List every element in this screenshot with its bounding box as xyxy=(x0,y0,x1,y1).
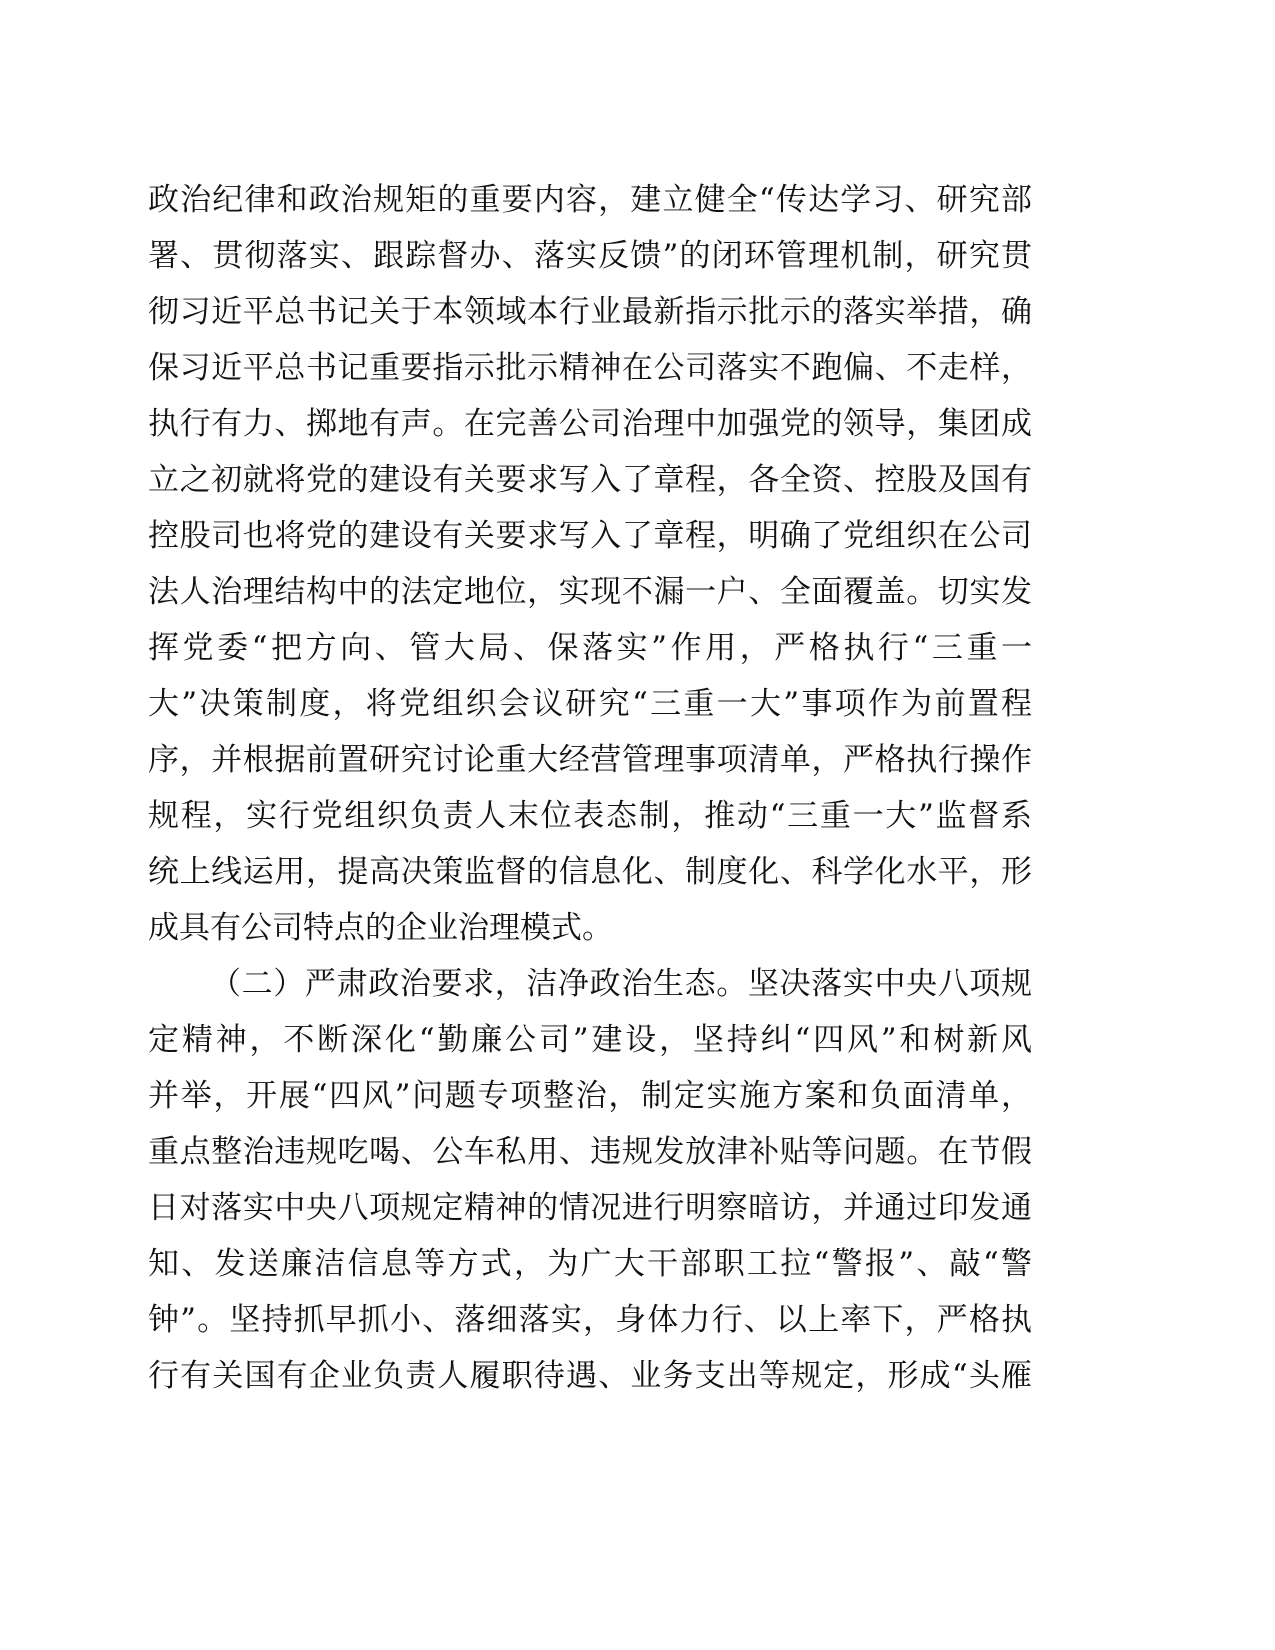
text-line: 成具有公司特点的企业治理模式。 xyxy=(148,910,613,946)
text-line: 序，并根据前置研究讨论重大经营管理事项清单，严格执行操作 xyxy=(148,742,1032,778)
text-line: 钟”。坚持抓早抓小、落细落实，身体力行、以上率下，严格执 xyxy=(148,1302,1032,1338)
text-line: 彻习近平总书记关于本领域本行业最新指示批示的落实举措，确 xyxy=(148,294,1032,330)
text-line: 署、贯彻落实、跟踪督办、落实反馈”的闭环管理机制，研究贯 xyxy=(148,238,1032,274)
text-line: 定精神，不断深化“勤廉公司”建设，坚持纠“四风”和树新风 xyxy=(148,1022,1032,1058)
section-heading: （二）严肃政治要求，洁净政治生态。 xyxy=(210,966,748,1002)
text-line: 重点整治违规吃喝、公车私用、违规发放津补贴等问题。在节假 xyxy=(148,1134,1032,1170)
text-line: 行有关国有企业负责人履职待遇、业务支出等规定，形成“头雁 xyxy=(148,1358,1032,1394)
section-heading-line xyxy=(148,964,1032,1004)
text-line: 日对落实中央八项规定精神的情况进行明察暗访，并通过印发通 xyxy=(148,1190,1032,1226)
text-line: 法人治理结构中的法定地位，实现不漏一户、全面覆盖。切实发 xyxy=(148,574,1032,610)
text-line: 大”决策制度，将党组织会议研究“三重一大”事项作为前置程 xyxy=(148,686,1032,722)
text-line: 保习近平总书记重要指示批示精神在公司落实不跑偏、不走样， xyxy=(148,350,1032,386)
text-span: 坚决落实中央八项规 xyxy=(747,966,1033,1002)
text-line: 政治纪律和政治规矩的重要内容，建立健全“传达学习、研究部 xyxy=(148,182,1032,218)
text-line: 规程，实行党组织负责人末位表态制，推动“三重一大”监督系 xyxy=(148,798,1032,834)
text-line: 知、发送廉洁信息等方式，为广大干部职工拉“警报”、敲“警 xyxy=(148,1246,1032,1282)
text-line: 挥党委“把方向、管大局、保落实”作用，严格执行“三重一 xyxy=(148,630,1032,666)
text-line: 统上线运用，提高决策监督的信息化、制度化、科学化水平，形 xyxy=(148,854,1032,890)
text-line: 并举，开展“四风”问题专项整治，制定实施方案和负面清单， xyxy=(148,1078,1032,1114)
text-line: 执行有力、掷地有声。在完善公司治理中加强党的领导，集团成 xyxy=(148,406,1032,442)
text-line: 控股司也将党的建设有关要求写入了章程，明确了党组织在公司 xyxy=(148,518,1032,554)
text-line: 立之初就将党的建设有关要求写入了章程，各全资、控股及国有 xyxy=(148,462,1032,498)
